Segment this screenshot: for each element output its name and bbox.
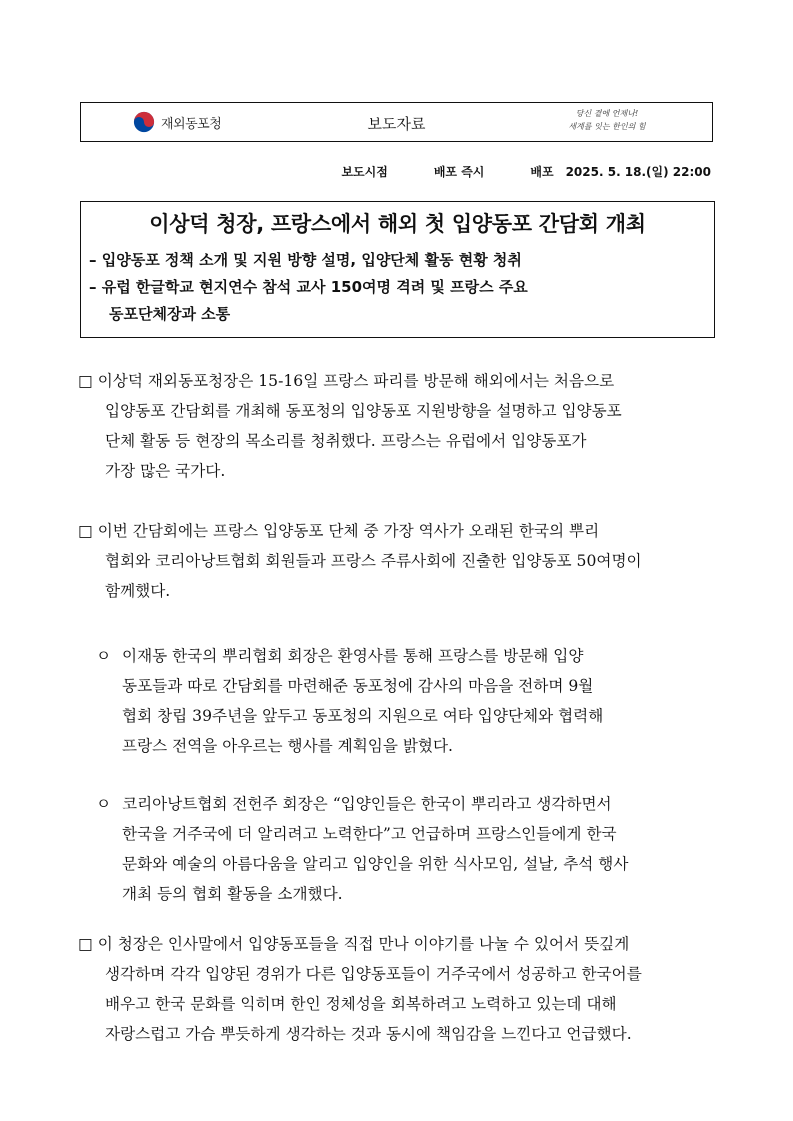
paragraph-line: □ 이번 간담회에는 프랑스 입양동포 단체 중 가장 역사가 오래된 한국의 뿌리 <box>78 522 600 540</box>
bullet-line: 한국을 거주국에 더 알리려고 노력한다”고 언급하며 프랑스인들에게 한국 <box>122 825 617 843</box>
subtitle-2-line-2: 동포단체장과 소통 <box>109 305 231 323</box>
paragraph-line: 단체 활동 등 현장의 목소리를 청취했다. 프랑스는 유럽에서 입양동포가 <box>105 432 587 450</box>
paragraph-line: □ 이상덕 재외동포청장은 15-16일 프랑스 파리를 방문해 해외에서는 처음으로 <box>78 372 615 390</box>
title-box <box>80 201 715 338</box>
subtitle-2-line-1: – 유럽 한글학교 현지연수 참석 교사 150여명 격려 및 프랑스 주요 <box>89 278 528 296</box>
paragraph-line: 생각하며 각각 입양된 경위가 다른 입양동포들이 거주국에서 성공하고 한국어를 <box>105 965 642 983</box>
paragraph-line: 배우고 한국 문화를 익히며 한인 정체성을 회복하려고 노력하고 있는데 대해 <box>105 995 617 1013</box>
bullet-marker: ㅇ <box>96 647 112 665</box>
paragraph-line: 가장 많은 국가다. <box>105 462 226 480</box>
slogan <box>552 107 662 133</box>
release-time-label: 보도시점 <box>341 165 388 179</box>
bullet-line: 개최 등의 협회 활동을 소개했다. <box>122 885 343 903</box>
paragraph-line: 자랑스럽고 가슴 뿌듯하게 생각하는 것과 동시에 책임감을 느낀다고 언급했다. <box>105 1025 632 1043</box>
release-info <box>341 163 711 180</box>
bullet-line: 코리아낭트협회 전헌주 회장은 “입양인들은 한국이 뿌리라고 생각하면서 <box>122 795 612 813</box>
bullet-1 <box>96 641 718 761</box>
bullet-line: 이재동 한국의 뿌리협회 회장은 환영사를 통해 프랑스를 방문해 입양 <box>122 647 584 665</box>
paragraph-2 <box>78 516 718 606</box>
distribution-date: 2025. 5. 18.(일) 22:00 <box>565 165 711 179</box>
paragraph-line: 함께했다. <box>105 582 171 600</box>
paragraph-line: □ 이 청장은 인사말에서 입양동포들을 직접 만나 이야기를 나눌 수 있어서 뜻깊게 <box>78 935 630 953</box>
press-release-label: 보도자료 <box>367 115 426 133</box>
distribution-label: 배포 <box>530 165 554 179</box>
paragraph-line: 입양동포 간담회를 개최해 동포청의 입양동포 지원방향을 설명하고 입양동포 <box>105 402 622 420</box>
paragraph-3 <box>78 929 718 1049</box>
subtitles <box>89 247 706 328</box>
paragraph-1 <box>78 366 718 486</box>
release-time-value: 배포 즉시 <box>433 165 485 179</box>
slogan-line-2: 세계를 잇는 한인의 힘 <box>568 122 646 131</box>
bullet-2 <box>96 789 718 909</box>
headline: 이상덕 청장, 프랑스에서 해외 첫 입양동포 간담회 개최 <box>149 212 646 236</box>
header-box <box>80 102 713 142</box>
paragraph-line: 협회와 코리아낭트협회 회원들과 프랑스 주류사회에 진출한 입양동포 50여명이 <box>105 552 642 570</box>
slogan-line-1: 당신 곁에 언제나! <box>575 109 639 118</box>
bullet-line: 동포들과 따로 간담회를 마련해준 동포청에 감사의 마음을 전하며 9월 <box>122 677 594 695</box>
org-name: 재외동포청 <box>161 116 222 132</box>
subtitle-1: – 입양동포 정책 소개 및 지원 방향 설명, 입양단체 활동 현황 청취 <box>89 251 522 269</box>
bullet-marker: ㅇ <box>96 795 112 813</box>
bullet-line: 협회 창립 39주년을 앞두고 동포청의 지원으로 여타 입양단체와 협력해 <box>122 707 604 725</box>
bullet-line: 문화와 예술의 아름다움을 알리고 입양인을 위한 식사모임, 설날, 추석 행사 <box>122 855 629 873</box>
bullet-line: 프랑스 전역을 아우르는 행사를 계획임을 밝혔다. <box>122 737 454 755</box>
